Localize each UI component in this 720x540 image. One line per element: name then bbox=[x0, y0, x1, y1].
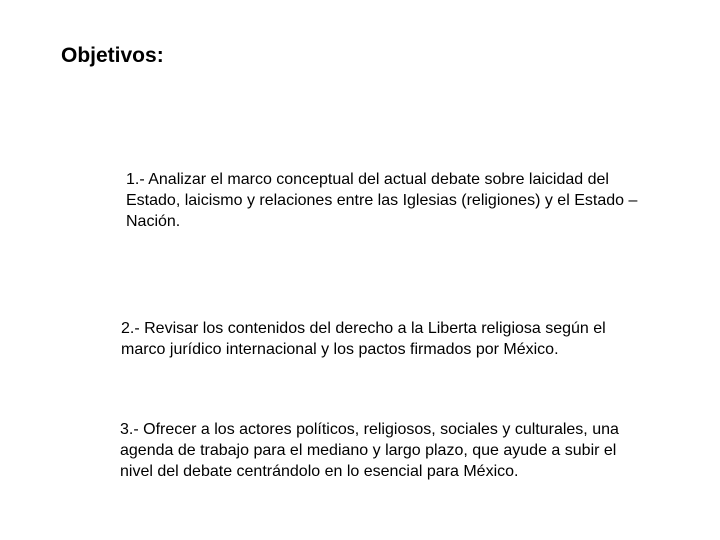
objective-1-line-2: Estado, laicismo y relaciones entre las Iglesias (religiones) y el Estado – bbox=[126, 192, 638, 209]
objective-1-line-3: Nación. bbox=[126, 213, 181, 230]
objective-3 bbox=[120, 419, 619, 482]
objective-2 bbox=[121, 318, 606, 360]
objective-2-line-1: 2.- Revisar los contenidos del derecho a la Liberta religiosa según el bbox=[121, 320, 606, 337]
objective-1 bbox=[126, 169, 637, 232]
objective-3-line-1: 3.- Ofrecer a los actores políticos, religiosos, sociales y culturales, una bbox=[120, 421, 619, 438]
objective-2-line-2: marco jurídico internacional y los pactos firmados por México. bbox=[121, 341, 559, 358]
objective-1-line-1: 1.- Analizar el marco conceptual del actual debate sobre laicidad del bbox=[126, 171, 609, 188]
slide-title: Objetivos: bbox=[61, 44, 164, 67]
objective-3-line-2: agenda de trabajo para el mediano y largo plazo, que ayude a subir el bbox=[120, 442, 617, 459]
objective-3-line-3: nivel del debate centrándolo en lo esencial para México. bbox=[120, 463, 519, 480]
